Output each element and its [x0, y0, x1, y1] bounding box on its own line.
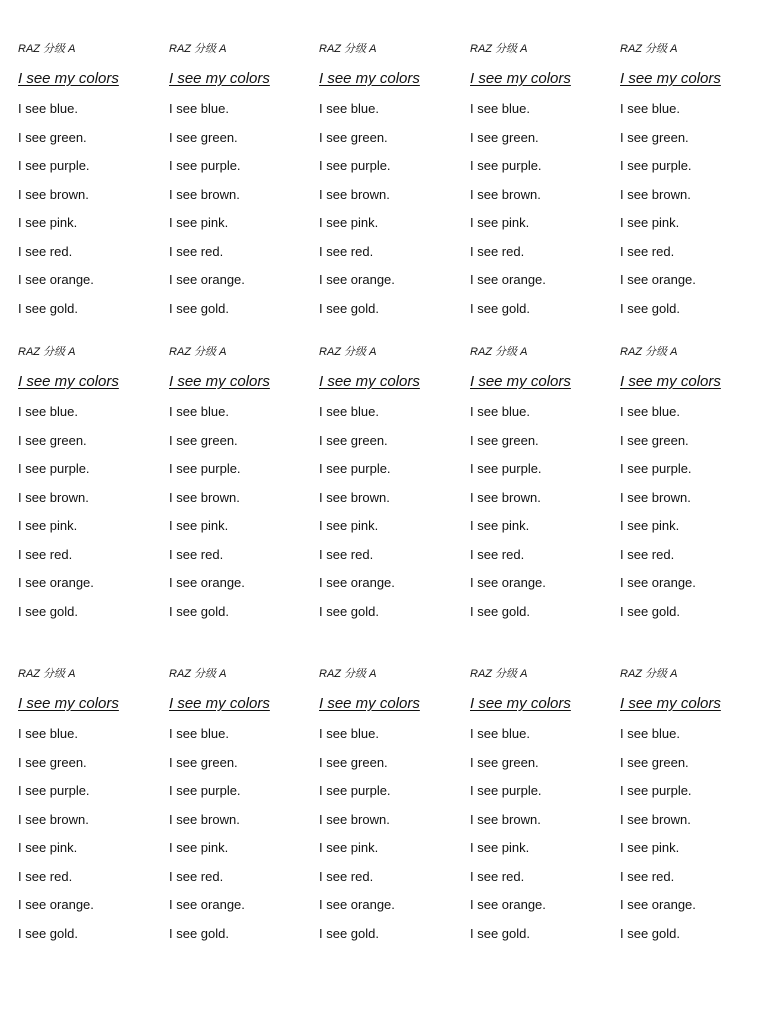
- card-sentence: I see red.: [319, 868, 374, 884]
- card-sentence: I see purple.: [18, 158, 90, 173]
- card-sentence: I see pink.: [169, 518, 229, 533]
- card-sentence: I see orange.: [18, 575, 94, 590]
- card-sentence: I see brown.: [18, 489, 89, 505]
- card-sentence: I see green.: [169, 754, 238, 770]
- card-sentences: [18, 726, 158, 954]
- card-sentence: I see brown.: [470, 811, 541, 827]
- card-sentence: I see pink.: [620, 840, 680, 855]
- card-sentence: I see orange.: [470, 272, 546, 287]
- card-sentence: I see brown.: [319, 489, 390, 505]
- card-sentence: I see brown.: [319, 186, 390, 202]
- reading-card: [470, 42, 610, 329]
- reading-card: [620, 667, 760, 954]
- card-sentence: I see brown.: [169, 489, 240, 505]
- card-sentence: I see pink.: [470, 840, 530, 855]
- card-sentence: I see green.: [169, 129, 238, 145]
- card-sentence: I see green.: [18, 129, 87, 145]
- card-sentence: I see gold.: [470, 925, 530, 941]
- card-sentence: I see blue.: [319, 101, 379, 116]
- card-level-label: RAZ 分级 A: [18, 43, 76, 55]
- card-sentence: I see pink.: [470, 215, 530, 230]
- card-sentence: I see red.: [169, 243, 224, 259]
- card-title: I see my colors: [620, 695, 721, 712]
- card-sentence: I see green.: [620, 754, 689, 770]
- card-sentence: I see red.: [18, 546, 73, 562]
- card-sentence: I see purple.: [620, 783, 692, 798]
- card-sentences: [470, 404, 610, 632]
- card-sentence: I see red.: [470, 868, 525, 884]
- card-sentence: I see blue.: [319, 404, 379, 419]
- card-sentences: [319, 726, 459, 954]
- card-title: I see my colors: [319, 70, 420, 87]
- card-sentence: I see pink.: [18, 518, 78, 533]
- reading-card: [620, 42, 760, 329]
- card-sentence: I see blue.: [18, 101, 78, 116]
- card-sentence: I see brown.: [169, 811, 240, 827]
- card-level-label: RAZ 分级 A: [18, 346, 76, 358]
- card-sentences: [169, 404, 309, 632]
- card-sentences: [319, 404, 459, 632]
- reading-card: [470, 345, 610, 632]
- card-sentence: I see blue.: [18, 726, 78, 741]
- card-sentence: I see blue.: [18, 404, 78, 419]
- card-sentence: I see red.: [620, 868, 675, 884]
- card-sentence: I see brown.: [319, 811, 390, 827]
- card-sentence: I see purple.: [470, 461, 542, 476]
- card-sentence: I see purple.: [620, 461, 692, 476]
- card-sentence: I see red.: [470, 243, 525, 259]
- card-sentence: I see pink.: [319, 215, 379, 230]
- card-sentence: I see green.: [319, 129, 388, 145]
- card-sentence: I see pink.: [319, 518, 379, 533]
- card-sentence: I see purple.: [18, 783, 90, 798]
- card-sentence: I see brown.: [470, 489, 541, 505]
- card-sentence: I see orange.: [18, 272, 94, 287]
- card-sentence: I see gold.: [620, 925, 680, 941]
- card-sentence: I see pink.: [620, 215, 680, 230]
- card-sentences: [169, 101, 309, 329]
- card-sentence: I see gold.: [169, 603, 229, 619]
- card-sentence: I see gold.: [169, 300, 229, 316]
- card-sentence: I see orange.: [319, 272, 395, 287]
- reading-card: [18, 667, 158, 954]
- card-sentence: I see blue.: [620, 726, 680, 741]
- card-title: I see my colors: [18, 695, 119, 712]
- card-sentence: I see purple.: [169, 158, 241, 173]
- card-sentence: I see red.: [319, 243, 374, 259]
- card-sentence: I see red.: [169, 546, 224, 562]
- card-sentence: I see purple.: [470, 783, 542, 798]
- card-sentence: I see blue.: [620, 101, 680, 116]
- card-sentence: I see pink.: [169, 215, 229, 230]
- card-title: I see my colors: [169, 695, 270, 712]
- card-sentence: I see purple.: [319, 461, 391, 476]
- reading-card: [169, 42, 309, 329]
- card-sentence: I see gold.: [620, 603, 680, 619]
- card-sentence: I see pink.: [319, 840, 379, 855]
- card-sentences: [470, 101, 610, 329]
- card-sentence: I see brown.: [620, 489, 691, 505]
- card-sentence: I see red.: [620, 243, 675, 259]
- card-sentence: I see pink.: [18, 215, 78, 230]
- card-level-label: RAZ 分级 A: [169, 346, 227, 358]
- card-sentences: [319, 101, 459, 329]
- card-sentence: I see green.: [620, 432, 689, 448]
- card-sentence: I see green.: [319, 432, 388, 448]
- card-level-label: RAZ 分级 A: [18, 668, 76, 680]
- card-sentence: I see pink.: [169, 840, 229, 855]
- card-title: I see my colors: [319, 373, 420, 390]
- card-sentence: I see brown.: [620, 186, 691, 202]
- card-level-label: RAZ 分级 A: [319, 43, 377, 55]
- card-level-label: RAZ 分级 A: [470, 43, 528, 55]
- card-sentence: I see gold.: [470, 300, 530, 316]
- card-sentence: I see pink.: [620, 518, 680, 533]
- card-sentence: I see orange.: [18, 897, 94, 912]
- card-sentence: I see red.: [18, 243, 73, 259]
- card-title: I see my colors: [18, 373, 119, 390]
- card-sentence: I see gold.: [169, 925, 229, 941]
- card-title: I see my colors: [470, 70, 571, 87]
- card-sentence: I see gold.: [319, 300, 379, 316]
- card-title: I see my colors: [620, 373, 721, 390]
- reading-card: [319, 42, 459, 329]
- card-sentence: I see green.: [620, 129, 689, 145]
- card-sentence: I see red.: [18, 868, 73, 884]
- card-sentence: I see pink.: [18, 840, 78, 855]
- card-sentence: I see purple.: [470, 158, 542, 173]
- card-title: I see my colors: [620, 70, 721, 87]
- card-sentence: I see red.: [620, 546, 675, 562]
- card-sentence: I see purple.: [169, 783, 241, 798]
- card-title: I see my colors: [470, 373, 571, 390]
- card-sentence: I see brown.: [470, 186, 541, 202]
- card-sentence: I see green.: [470, 754, 539, 770]
- card-sentence: I see purple.: [169, 461, 241, 476]
- card-sentence: I see blue.: [319, 726, 379, 741]
- card-sentence: I see orange.: [319, 897, 395, 912]
- card-sentences: [620, 404, 760, 632]
- card-sentence: I see brown.: [18, 186, 89, 202]
- card-sentence: I see purple.: [319, 158, 391, 173]
- reading-card: [470, 667, 610, 954]
- card-sentence: I see orange.: [470, 897, 546, 912]
- card-sentence: I see green.: [319, 754, 388, 770]
- card-sentence: I see orange.: [620, 897, 696, 912]
- card-level-label: RAZ 分级 A: [169, 43, 227, 55]
- card-level-label: RAZ 分级 A: [620, 43, 678, 55]
- card-level-label: RAZ 分级 A: [319, 346, 377, 358]
- reading-card: [18, 42, 158, 329]
- card-sentences: [169, 726, 309, 954]
- reading-card: [169, 667, 309, 954]
- reading-card: [18, 345, 158, 632]
- card-sentence: I see brown.: [169, 186, 240, 202]
- card-sentence: I see purple.: [18, 461, 90, 476]
- card-sentence: I see orange.: [319, 575, 395, 590]
- reading-card: [169, 345, 309, 632]
- card-sentence: I see orange.: [470, 575, 546, 590]
- card-sentence: I see orange.: [169, 897, 245, 912]
- reading-card: [319, 667, 459, 954]
- reading-card: [319, 345, 459, 632]
- card-sentence: I see blue.: [169, 404, 229, 419]
- card-sentence: I see orange.: [169, 575, 245, 590]
- card-sentence: I see orange.: [620, 272, 696, 287]
- card-level-label: RAZ 分级 A: [319, 668, 377, 680]
- card-sentence: I see blue.: [169, 726, 229, 741]
- card-sentences: [18, 404, 158, 632]
- card-sentence: I see gold.: [18, 603, 78, 619]
- card-sentence: I see orange.: [620, 575, 696, 590]
- card-sentence: I see orange.: [169, 272, 245, 287]
- card-level-label: RAZ 分级 A: [620, 346, 678, 358]
- card-sentence: I see green.: [169, 432, 238, 448]
- card-sentence: I see blue.: [620, 404, 680, 419]
- card-sentences: [620, 101, 760, 329]
- card-level-label: RAZ 分级 A: [470, 346, 528, 358]
- card-title: I see my colors: [319, 695, 420, 712]
- card-title: I see my colors: [169, 70, 270, 87]
- card-title: I see my colors: [18, 70, 119, 87]
- card-sentence: I see red.: [169, 868, 224, 884]
- card-title: I see my colors: [470, 695, 571, 712]
- card-sentence: I see gold.: [18, 300, 78, 316]
- card-sentence: I see green.: [470, 129, 539, 145]
- card-sentence: I see purple.: [319, 783, 391, 798]
- card-sentences: [18, 101, 158, 329]
- card-sentence: I see brown.: [18, 811, 89, 827]
- card-sentence: I see red.: [470, 546, 525, 562]
- card-sentences: [620, 726, 760, 954]
- card-sentences: [470, 726, 610, 954]
- card-sentence: I see purple.: [620, 158, 692, 173]
- card-title: I see my colors: [169, 373, 270, 390]
- card-sentence: I see green.: [470, 432, 539, 448]
- card-sentence: I see brown.: [620, 811, 691, 827]
- card-sentence: I see gold.: [470, 603, 530, 619]
- reading-card: [620, 345, 760, 632]
- card-sentence: I see blue.: [169, 101, 229, 116]
- card-sentence: I see gold.: [319, 603, 379, 619]
- card-sentence: I see pink.: [470, 518, 530, 533]
- card-sentence: I see blue.: [470, 101, 530, 116]
- card-sentence: I see blue.: [470, 726, 530, 741]
- card-sentence: I see green.: [18, 754, 87, 770]
- card-level-label: RAZ 分级 A: [169, 668, 227, 680]
- card-sentence: I see blue.: [470, 404, 530, 419]
- card-sentence: I see gold.: [18, 925, 78, 941]
- card-level-label: RAZ 分级 A: [620, 668, 678, 680]
- card-sentence: I see red.: [319, 546, 374, 562]
- card-level-label: RAZ 分级 A: [470, 668, 528, 680]
- card-sentence: I see green.: [18, 432, 87, 448]
- card-sentence: I see gold.: [620, 300, 680, 316]
- card-sentence: I see gold.: [319, 925, 379, 941]
